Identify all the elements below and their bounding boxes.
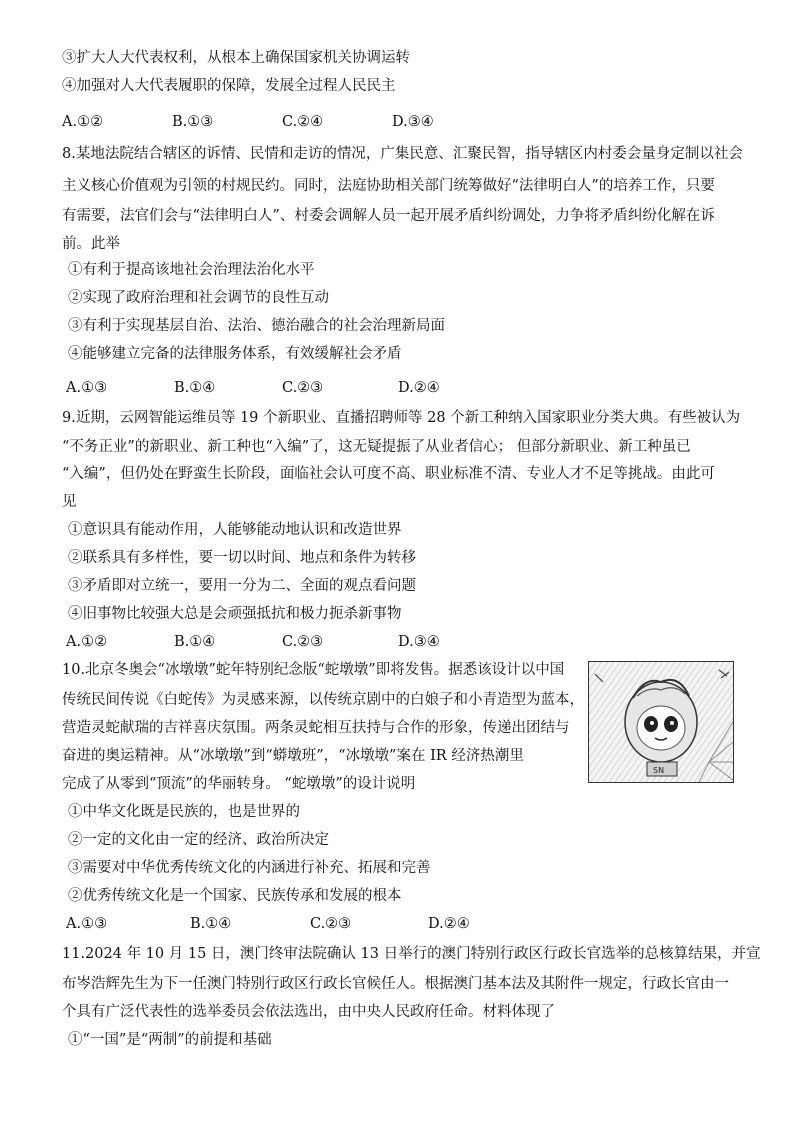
q8-option-a[interactable]: A.①③ <box>66 380 108 396</box>
q8-stem-line-2: 主义核心价值观为引领的村规民约。同时，法庭协助相关部门统筹做好“法律明白人”的培养工作，只要 <box>62 178 715 194</box>
q7-item-3: ③扩大人大代表权利，从根本上确保国家机关协调运转 <box>62 50 410 66</box>
q8-item-1: ①有利于提高该地社会治理法治化水平 <box>68 262 315 278</box>
q9-option-b[interactable]: B.①④ <box>174 634 216 650</box>
q10-option-a[interactable]: A.①③ <box>66 916 108 932</box>
q7-option-a[interactable]: A.①② <box>62 114 104 130</box>
q10-item-2: ②一定的文化由一定的经济、政治所决定 <box>68 832 329 848</box>
q9-option-a[interactable]: A.①② <box>66 634 108 650</box>
q7-option-c[interactable]: C.②④ <box>282 114 324 130</box>
q10-item-4: ②优秀传统文化是一个国家、民族传承和发展的根本 <box>68 888 402 904</box>
q10-stem-line-3: 营造灵蛇献瑞的吉祥喜庆氛围。两条灵蛇相互扶持与合作的形象，传递出团结与 <box>62 720 570 736</box>
q9-item-4: ④旧事物比较强大总是会顽强抵抗和极力扼杀新事物 <box>68 606 402 622</box>
q11-stem-line-2: 布岑浩辉先生为下一任澳门特别行政区行政长官候任人。根据澳门基本法及其附件一规定，行政长官由一 <box>62 976 729 992</box>
q8-option-c[interactable]: C.②③ <box>282 380 324 396</box>
picture-label: SN <box>653 766 665 775</box>
q8-item-4: ④能够建立完备的法律服务体系，有效缓解社会矛盾 <box>68 346 402 362</box>
q8-option-b[interactable]: B.①④ <box>174 380 216 396</box>
q10-option-d[interactable]: D.②④ <box>428 916 470 932</box>
q9-item-1: ①意识具有能动作用，人能够能动地认识和改造世界 <box>68 522 402 538</box>
q9-option-d[interactable]: D.③④ <box>398 634 440 650</box>
q7-option-d[interactable]: D.③④ <box>392 114 434 130</box>
q8-stem-line-1: 8.某地法院结合辖区的诉情、民情和走访的情况，广集民意、汇聚民智，指导辖区内村委会量身定制以社会 <box>62 146 743 162</box>
q8-option-d[interactable]: D.②④ <box>398 380 440 396</box>
q8-item-2: ②实现了政府治理和社会调节的良性互动 <box>68 290 329 306</box>
q11-stem-line-1: 11.2024 年 10 月 15 日，澳门终审法院确认 13 日举行的澳门特别行政区行政长官选举的总核算结果，并宣 <box>62 946 761 962</box>
q7-option-b[interactable]: B.①③ <box>172 114 214 130</box>
shedundun-picture <box>588 661 734 783</box>
q11-item-1: ①“一国”是“两制”的前提和基础 <box>68 1032 272 1048</box>
q11-stem-line-3: 个具有广泛代表性的选举委员会依法选出，由中央人民政府任命。材料体现了 <box>62 1004 555 1020</box>
q8-stem-line-3: 有需要，法官们会与“法律明白人”、村委会调解人员一起开展矛盾纠纷调处，力争将矛盾纠纷化解在诉 <box>62 208 715 224</box>
q10-option-b[interactable]: B.①④ <box>190 916 232 932</box>
q9-item-3: ③矛盾即对立统一，要用一分为二、全面的观点看问题 <box>68 578 416 594</box>
q9-stem-line-4: 见 <box>62 494 77 510</box>
q9-stem-line-1: 9.近期，云网智能运维员等 19 个新职业、直播招聘师等 28 个新工种纳入国家职业分类大典。有些被认为 <box>62 410 741 426</box>
q9-stem-line-2: “不务正业”的新职业、新工种也“入编”了，这无疑提振了从业者信心； 但部分新职业、新工种虽已 <box>62 439 691 455</box>
q10-item-1: ①中华文化既是民族的，也是世界的 <box>68 804 300 820</box>
mascot-image <box>589 662 733 782</box>
q9-option-c[interactable]: C.②③ <box>282 634 324 650</box>
q10-item-3: ③需要对中华优秀传统文化的内涵进行补充、拓展和完善 <box>68 860 431 876</box>
q10-stem-line-1: 10.北京冬奥会“冰墩墩”蛇年特别纪念版“蛇墩墩”即将发售。据悉该设计以中国 <box>62 662 565 678</box>
q10-stem-line-4: 奋进的奥运精神。从“冰墩墩”到“蟒墩班”，“冰墩墩”案在 IR 经济热潮里 <box>62 748 524 764</box>
q9-stem-line-3: “入编”，但仍处在野蛮生长阶段，面临社会认可度不高、职业标准不清、专业人才不足等挑战。由此可 <box>62 466 715 482</box>
q8-stem-line-4: 前。此举 <box>62 236 120 252</box>
q7-item-4: ④加强对人大代表履职的保障，发展全过程人民民主 <box>62 78 396 94</box>
q10-stem-line-5: 完成了从零到“顶流”的华丽转身。 “蛇墩墩”的设计说明 <box>62 776 416 792</box>
q8-item-3: ③有利于实现基层自治、法治、德治融合的社会治理新局面 <box>68 318 445 334</box>
q9-item-2: ②联系具有多样性，要一切以时间、地点和条件为转移 <box>68 550 416 566</box>
q10-stem-line-2: 传统民间传说《白蛇传》为灵感来源，以传统京剧中的白娘子和小青造型为蓝本， <box>62 692 584 708</box>
q10-option-c[interactable]: C.②③ <box>310 916 352 932</box>
